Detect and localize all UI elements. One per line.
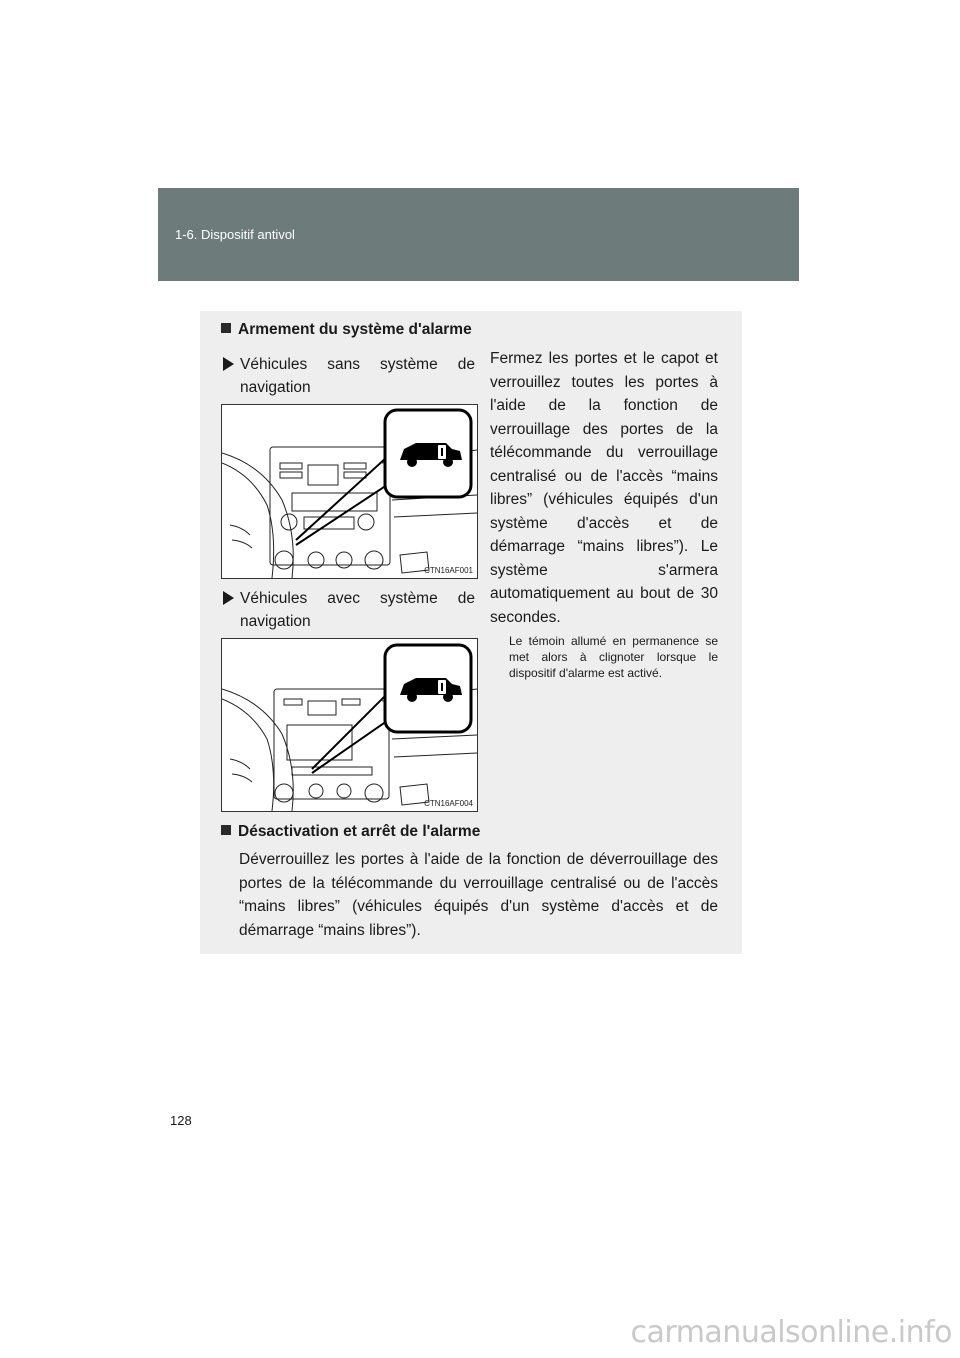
figure-code: CTN16AF004	[424, 799, 473, 808]
variant-with-nav-label: Véhicules avec système de navigation	[240, 590, 475, 630]
arming-title: Armement du système d'alarme	[238, 321, 472, 338]
variant-without-nav-label: Véhicules sans système de navigation	[240, 356, 475, 396]
variant-without-nav	[223, 353, 475, 399]
bullet-square-icon	[221, 323, 231, 333]
arming-instructions: Fermez les portes et le capot et verrouillez toutes les portes à l'aide de la fonction de verrouillage des portes de la télécommande du verrouillage centralisé ou de l'accès “mains libres” (véhicules équipés d'un système d'accès et de démarrage “mains libres”). Le système s'armera automatiquement au bout de 30 secondes.	[490, 350, 718, 626]
dashboard-illustration	[222, 405, 477, 578]
deactivation-heading	[221, 823, 480, 841]
arming-note: Le témoin allumé en permanence se met alors à clignoter lorsque le dispositif d'alarme est activé.	[509, 634, 718, 680]
bullet-square-icon	[221, 825, 231, 835]
arrow-right-icon	[223, 591, 234, 605]
page-number: 128	[170, 1113, 192, 1128]
deactivation-title: Désactivation et arrêt de l'alarme	[238, 823, 481, 840]
section-title: 1-6. Dispositif antivol	[175, 227, 295, 242]
figure-dashboard-with-nav	[221, 638, 478, 812]
figure-dashboard-no-nav	[221, 404, 478, 579]
arming-heading	[221, 321, 472, 339]
deactivation-instructions: Déverrouillez les portes à l'aide de la fonction de déverrouillage des portes de la télécommande du verrouillage centralisé ou de l'accès “mains libres” (véhicules équipés d'un système d'accès et de démarrage “mains libres”).	[239, 851, 718, 939]
watermark: carmanualsonline.info	[630, 1315, 952, 1350]
figure-code: CTN16AF001	[424, 566, 473, 575]
variant-with-nav	[223, 587, 475, 633]
dashboard-illustration	[222, 639, 477, 811]
section-header	[158, 188, 799, 281]
arrow-right-icon	[223, 357, 234, 371]
